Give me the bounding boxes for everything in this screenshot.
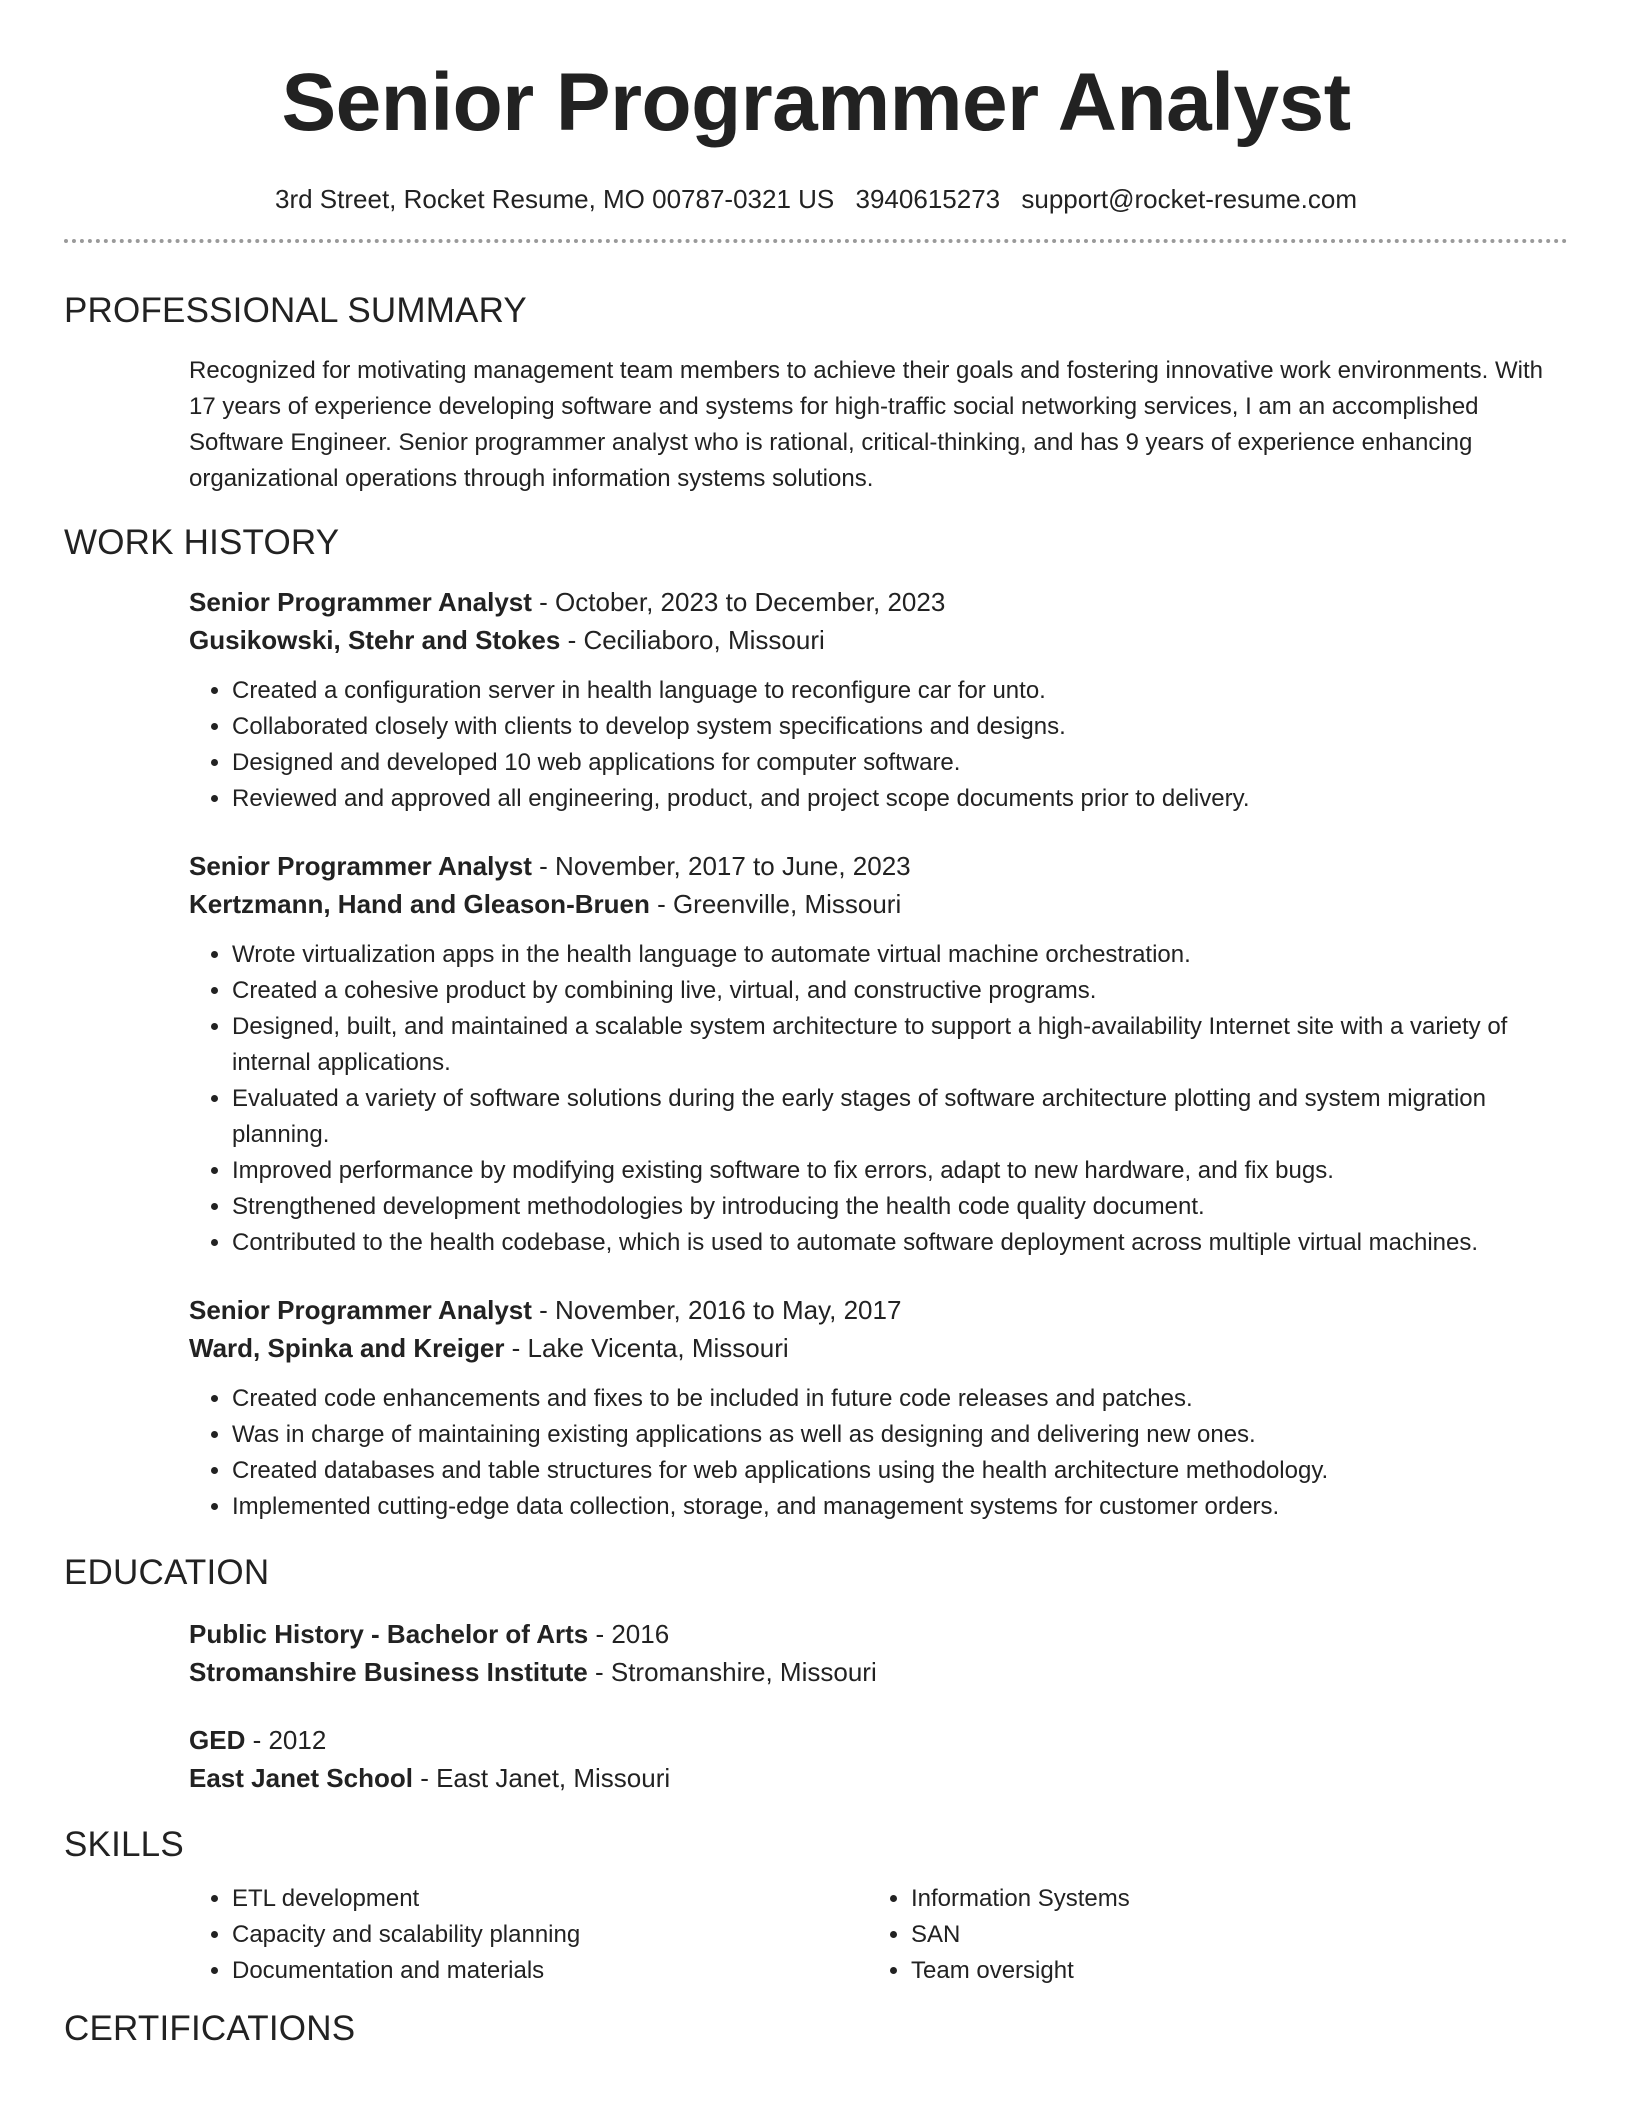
job-company: Ward, Spinka and Kreiger	[189, 1333, 505, 1363]
summary-text: Recognized for motivating management team members to achieve their goals and fostering innovative work environments. With 17 years of experience developing software and systems for high-traffic social networking services, I am an accomplished Software Engineer. Senior programmer analyst who is rational, critical-thinking, and has 9 years of experience enhancing organizational operations through information systems solutions.	[189, 357, 1543, 492]
education-degree: Public History - Bachelor of Arts	[189, 1619, 589, 1649]
education-school: Stromanshire Business Institute	[189, 1657, 588, 1687]
job-role: Senior Programmer Analyst	[189, 851, 532, 881]
job-dates: - November, 2016 to May, 2017	[531, 1295, 902, 1325]
education-location: - Stromanshire, Missouri	[587, 1657, 877, 1687]
job-company: Kertzmann, Hand and Gleason-Bruen	[189, 889, 650, 919]
job-company-line	[189, 1329, 1568, 1367]
skill-item: • Information Systems	[911, 1881, 1547, 1917]
job-location: - Ceciliaboro, Missouri	[560, 625, 825, 655]
job-bullets	[189, 673, 1568, 817]
job-bullet: • Contributed to the health codebase, which is used to automate software deployment across multiple virtual machines.	[232, 1225, 1568, 1261]
education-section	[64, 1553, 1568, 1797]
skill-item: • Team oversight	[911, 1953, 1547, 1989]
resume-page	[64, 0, 1568, 2049]
education-degree: GED	[189, 1725, 246, 1755]
job-bullet: • Reviewed and approved all engineering, product, and project scope documents prior to delivery.	[232, 781, 1568, 817]
job-bullet: • Designed and developed 10 web applications for computer software.	[232, 745, 1568, 781]
skill-item: • Capacity and scalability planning	[232, 1917, 868, 1953]
skills-column-right	[868, 1881, 1547, 1989]
contact-line	[64, 183, 1568, 215]
job-role: Senior Programmer Analyst	[189, 1295, 532, 1325]
education-school-line	[189, 1653, 1568, 1691]
job-location: - Greenville, Missouri	[649, 889, 902, 919]
education-school-line	[189, 1759, 1568, 1797]
education-school: East Janet School	[189, 1763, 413, 1793]
job-company-line	[189, 621, 1568, 659]
contact-address: 3rd Street, Rocket Resume, MO 00787-0321 US	[275, 184, 835, 214]
job-bullet: • Created a cohesive product by combining live, virtual, and constructive programs.	[232, 973, 1568, 1009]
certifications-section	[64, 2009, 1568, 2049]
education-entry	[189, 1721, 1568, 1797]
education-year: - 2016	[588, 1619, 670, 1649]
job-entry	[189, 1291, 1568, 1525]
job-bullet: • Created a configuration server in health language to reconfigure car for unto.	[232, 673, 1568, 709]
summary-section	[64, 291, 1568, 497]
job-company: Gusikowski, Stehr and Stokes	[189, 625, 561, 655]
job-bullet: • Strengthened development methodologies by introducing the health code quality document.	[232, 1189, 1568, 1225]
job-bullets	[189, 937, 1568, 1261]
job-bullet: • Implemented cutting-edge data collection, storage, and management systems for customer orders.	[232, 1489, 1568, 1525]
section-title-certifications: CERTIFICATIONS	[64, 2009, 356, 2048]
section-title-education: EDUCATION	[64, 1553, 270, 1592]
skill-item: • SAN	[911, 1917, 1547, 1953]
section-title-skills: SKILLS	[64, 1825, 184, 1864]
skills-column-left	[189, 1881, 868, 1989]
education-year: - 2012	[245, 1725, 327, 1755]
education-location: - East Janet, Missouri	[412, 1763, 671, 1793]
job-bullet: • Created code enhancements and fixes to be included in future code releases and patches.	[232, 1381, 1568, 1417]
education-entry	[189, 1615, 1568, 1691]
skill-item: • Documentation and materials	[232, 1953, 868, 1989]
job-bullet: • Was in charge of maintaining existing applications as well as designing and delivering new ones.	[232, 1417, 1568, 1453]
job-title-line	[189, 847, 1568, 885]
job-bullet: • Evaluated a variety of software solutions during the early stages of software architecture plotting and system migration planning.	[232, 1081, 1568, 1153]
job-bullet: • Created databases and table structures for web applications using the health architecture methodology.	[232, 1453, 1568, 1489]
header-divider	[64, 239, 1568, 243]
job-bullets	[189, 1381, 1568, 1525]
job-role: Senior Programmer Analyst	[189, 587, 532, 617]
skills-section	[64, 1825, 1568, 1989]
job-title-line	[189, 583, 1568, 621]
job-bullet: • Improved performance by modifying existing software to fix errors, adapt to new hardware, and fix bugs.	[232, 1153, 1568, 1189]
skill-item: • ETL development	[232, 1881, 868, 1917]
job-bullet: • Designed, built, and maintained a scalable system architecture to support a high-availability Internet site with a variety of internal applications.	[232, 1009, 1568, 1081]
section-title-work-history: WORK HISTORY	[64, 523, 340, 562]
job-entry	[189, 583, 1568, 817]
job-bullet: • Wrote virtualization apps in the health language to automate virtual machine orchestration.	[232, 937, 1568, 973]
job-bullet: • Collaborated closely with clients to develop system specifications and designs.	[232, 709, 1568, 745]
job-company-line	[189, 885, 1568, 923]
contact-email: support@rocket-resume.com	[1021, 184, 1357, 214]
resume-name: Senior Programmer Analyst	[281, 57, 1351, 148]
education-degree-line	[189, 1615, 1568, 1653]
job-dates: - November, 2017 to June, 2023	[531, 851, 911, 881]
education-degree-line	[189, 1721, 1568, 1759]
contact-phone: 3940615273	[855, 184, 1001, 214]
work-history-section	[64, 523, 1568, 1525]
job-location: - Lake Vicenta, Missouri	[504, 1333, 789, 1363]
skills-grid	[189, 1881, 1568, 1989]
job-entry	[189, 847, 1568, 1261]
job-title-line	[189, 1291, 1568, 1329]
section-title-summary: PROFESSIONAL SUMMARY	[64, 291, 527, 330]
job-dates: - October, 2023 to December, 2023	[531, 587, 946, 617]
